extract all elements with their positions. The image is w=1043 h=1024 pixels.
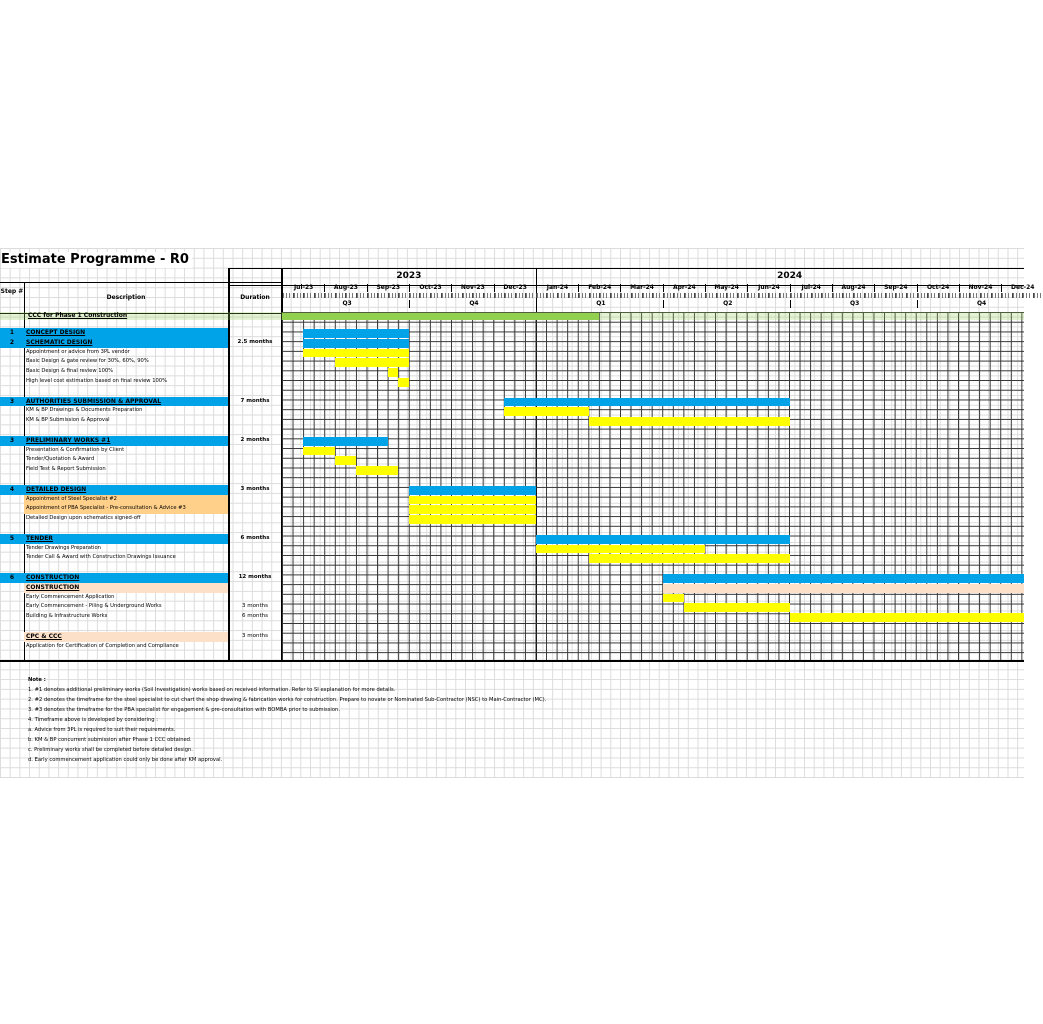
task-label: Presentation & Confirmation by Client — [26, 446, 125, 453]
month-label: Aug-23 — [324, 284, 366, 292]
task-label: Detailed Design upon schematics signed-off — [26, 515, 141, 522]
col-line-dur — [281, 268, 283, 662]
task-bar — [335, 456, 356, 465]
month-label: Aug-24 — [832, 284, 874, 292]
week-tick — [515, 293, 525, 298]
week-tick — [1001, 293, 1011, 298]
week-tick — [747, 293, 757, 298]
week-tick — [1012, 293, 1022, 298]
week-tick — [472, 293, 482, 298]
week-tick — [589, 293, 599, 298]
year-divider — [536, 268, 538, 662]
week-tick — [726, 293, 736, 298]
task-bar — [504, 407, 589, 416]
week-tick — [377, 293, 387, 298]
week-tick — [969, 293, 979, 298]
week-tick — [324, 293, 334, 298]
note-line: a. Advice from 3PL is required to suit their requirements. — [28, 727, 176, 733]
task-bar — [303, 447, 335, 456]
week-tick — [906, 293, 916, 298]
week-tick — [557, 293, 567, 298]
week-tick — [303, 293, 313, 298]
task-label: Early Commencement - Piling & Underground Works — [26, 603, 162, 610]
week-tick — [959, 293, 969, 298]
subhead-timeline-band — [663, 584, 1024, 593]
month-label: Oct-23 — [409, 284, 451, 292]
task-label: Building & Infrastructure Works — [26, 613, 108, 620]
task-duration: 3 months — [242, 603, 268, 610]
week-tick — [367, 293, 377, 298]
week-tick — [832, 293, 842, 298]
step-number: 4 — [9, 485, 15, 493]
month-label: Jan-24 — [536, 284, 578, 292]
summary-bar — [663, 574, 1024, 583]
task-duration: 7 months — [240, 397, 270, 404]
milestone-label: CCC for Phase 1 Construction — [28, 312, 128, 319]
task-label: CONCEPT DESIGN — [26, 329, 86, 336]
note-line: b. KM & BP concurrent submission after Phase 1 CCC obtained. — [28, 737, 192, 743]
task-bar — [684, 603, 790, 612]
task-label: AUTHORITIES SUBMISSION & APPROVAL — [26, 397, 162, 405]
task-label: Appointment or advice from 3PL vendor — [26, 348, 130, 355]
task-bar — [409, 505, 536, 514]
task-bar — [398, 378, 409, 387]
page-title: Estimate Programme - R0 — [1, 252, 192, 268]
quarter-label: Q4 — [409, 300, 536, 308]
step-header: Step # — [0, 288, 24, 295]
week-tick — [631, 293, 641, 298]
task-label: TENDER — [26, 534, 53, 542]
week-tick — [811, 293, 821, 298]
step-number: 3 — [9, 436, 15, 444]
week-tick — [705, 293, 715, 298]
week-tick — [842, 293, 852, 298]
task-label: Tender/Quotation & Award — [26, 456, 95, 463]
month-label: Jul-24 — [790, 284, 832, 292]
week-tick — [345, 293, 355, 298]
week-tick — [821, 293, 831, 298]
step-number: 3 — [9, 397, 15, 405]
week-tick — [398, 293, 408, 298]
week-tick — [694, 293, 704, 298]
week-tick — [642, 293, 652, 298]
month-label: Dec-23 — [494, 284, 536, 292]
notes-section — [28, 675, 546, 765]
week-tick — [991, 293, 1001, 298]
month-label: Nov-23 — [451, 284, 493, 292]
task-label: Basic Design & final review 100% — [26, 368, 114, 375]
month-label: Oct-24 — [917, 284, 959, 292]
gantt-chart — [0, 268, 1035, 662]
week-tick — [790, 293, 800, 298]
week-tick — [441, 293, 451, 298]
task-label: CONSTRUCTION — [26, 583, 80, 591]
quarter-label: Q3 — [282, 300, 409, 308]
milestone-bar — [282, 313, 599, 320]
quarter-label: Q3 — [790, 300, 917, 308]
task-duration: 12 months — [238, 574, 272, 580]
quarter-label: Q2 — [663, 300, 790, 308]
week-tick — [895, 293, 905, 298]
task-label: Appointment of PBA Specialist - Pre-consultation & Advice #3 — [26, 505, 186, 512]
summary-bar — [303, 339, 409, 348]
week-tick — [356, 293, 366, 298]
month-label: Feb-24 — [578, 284, 620, 292]
step-number: 2 — [9, 338, 15, 346]
week-tick — [620, 293, 630, 298]
month-label: Dec-24 — [1001, 284, 1043, 292]
month-label: Apr-24 — [663, 284, 705, 292]
task-label: Appointment of Steel Specialist #2 — [26, 495, 117, 502]
step-number: 5 — [9, 534, 15, 542]
duration-header: Duration — [240, 294, 270, 301]
task-bar — [589, 554, 790, 563]
week-tick — [737, 293, 747, 298]
summary-bar — [409, 486, 536, 495]
week-tick — [451, 293, 461, 298]
week-tick — [525, 293, 535, 298]
task-bar — [589, 417, 790, 426]
week-tick — [980, 293, 990, 298]
year-2023: 2023 — [396, 271, 422, 281]
week-tick — [927, 293, 937, 298]
week-tick — [314, 293, 324, 298]
month-label: Sep-23 — [367, 284, 409, 292]
week-tick — [673, 293, 683, 298]
week-tick — [716, 293, 726, 298]
notes-heading: Note : — [28, 677, 46, 683]
week-tick — [462, 293, 472, 298]
week-tick — [1033, 293, 1043, 298]
task-label: PRELIMINARY WORKS #1 — [26, 436, 111, 444]
summary-bar — [303, 437, 388, 446]
task-bar — [536, 545, 705, 554]
task-duration: 3 months — [242, 632, 268, 639]
summary-bar — [303, 329, 409, 338]
description-header: Description — [106, 294, 146, 301]
task-duration: 2.5 months — [237, 338, 273, 345]
week-tick — [293, 293, 303, 298]
task-label: CPC & CCC — [26, 632, 62, 640]
week-tick — [546, 293, 556, 298]
task-label: DETAILED DESIGN — [26, 485, 87, 493]
task-label: Tender Drawings Preparation — [26, 544, 101, 551]
task-label: Application for Certification of Completion and Compliance — [26, 642, 179, 649]
task-bar — [409, 515, 536, 524]
week-tick — [758, 293, 768, 298]
month-label: Nov-24 — [959, 284, 1001, 292]
bottom-line — [0, 660, 1024, 662]
task-duration: 3 months — [240, 485, 270, 492]
task-label: Field Test & Report Submission — [26, 466, 106, 473]
week-tick — [800, 293, 810, 298]
week-tick — [536, 293, 546, 298]
month-label: Jul-23 — [282, 284, 324, 292]
task-bar — [335, 358, 409, 367]
task-label: CONSTRUCTION — [26, 574, 80, 581]
task-duration: 2 months — [240, 436, 270, 443]
week-tick — [663, 293, 673, 298]
quarter-label: Q4 — [917, 300, 1043, 308]
week-tick — [779, 293, 789, 298]
week-tick — [430, 293, 440, 298]
quarter-label: Q1 — [536, 300, 663, 308]
week-tick — [853, 293, 863, 298]
week-tick — [409, 293, 419, 298]
task-label: SCHEMATIC DESIGN — [26, 338, 93, 346]
week-tick — [504, 293, 514, 298]
week-tick — [864, 293, 874, 298]
task-bar — [409, 496, 536, 505]
week-tick — [917, 293, 927, 298]
step-number: 1 — [9, 329, 15, 336]
summary-bar — [504, 398, 790, 407]
task-bar — [790, 613, 1024, 622]
note-line: 4. Timeframe above is developed by considering : — [28, 717, 158, 723]
task-bar — [356, 466, 398, 475]
task-bar — [303, 349, 409, 358]
week-tick — [684, 293, 694, 298]
week-tick — [652, 293, 662, 298]
task-label: KM & BP Drawings & Documents Preparation — [26, 407, 143, 414]
month-label: May-24 — [705, 284, 747, 292]
week-tick — [599, 293, 609, 298]
task-label: Early Commencement Application — [26, 593, 115, 600]
week-tick — [483, 293, 493, 298]
note-line: 1. #1 denotes additional preliminary works (Soil Investigation) works based on received information. Refer to SI explanation for more details. — [28, 687, 396, 693]
week-tick — [282, 293, 292, 298]
week-tick — [938, 293, 948, 298]
week-tick — [768, 293, 778, 298]
week-tick — [1022, 293, 1032, 298]
week-tick — [874, 293, 884, 298]
week-tick — [494, 293, 504, 298]
week-tick — [610, 293, 620, 298]
week-tick — [578, 293, 588, 298]
task-label: Tender Call & Award with Construction Drawings Issuance — [26, 554, 176, 561]
week-tick — [419, 293, 429, 298]
step-number: 6 — [9, 574, 15, 581]
task-bar — [388, 368, 399, 377]
week-tick — [948, 293, 958, 298]
week-tick — [568, 293, 578, 298]
month-label: Jun-24 — [747, 284, 789, 292]
summary-bar — [536, 535, 790, 544]
task-label: KM & BP Submission & Approval — [26, 417, 110, 424]
week-tick — [885, 293, 895, 298]
task-label: Basic Design & gate review for 30%, 60%, 90% — [26, 358, 149, 365]
month-label: Mar-24 — [620, 284, 662, 292]
task-duration: 6 months — [240, 534, 270, 541]
year-2024: 2024 — [777, 271, 803, 281]
task-label: High level cost estimation based on final review 100% — [26, 378, 168, 384]
week-tick — [388, 293, 398, 298]
week-tick — [335, 293, 345, 298]
task-duration: 6 months — [242, 613, 268, 620]
note-line: 2. #2 denotes the timeframe for the steel specialist to cut chart the shop drawing & fabrication works for construction. Prepare to novate or Nominated Sub-Contractor (NSC) to Main-Contractor (MC). — [28, 697, 547, 703]
month-label: Sep-24 — [874, 284, 916, 292]
note-line: d. Early commencement application could only be done after KM approval. — [28, 757, 223, 763]
note-line: 3. #3 denotes the timeframe for the PBA specialist for engagement & pre-consultation with BOMBA prior to submission. — [28, 707, 340, 713]
note-line: c. Preliminary works shall be completed before detailed design. — [28, 747, 193, 753]
task-bar — [663, 594, 684, 603]
